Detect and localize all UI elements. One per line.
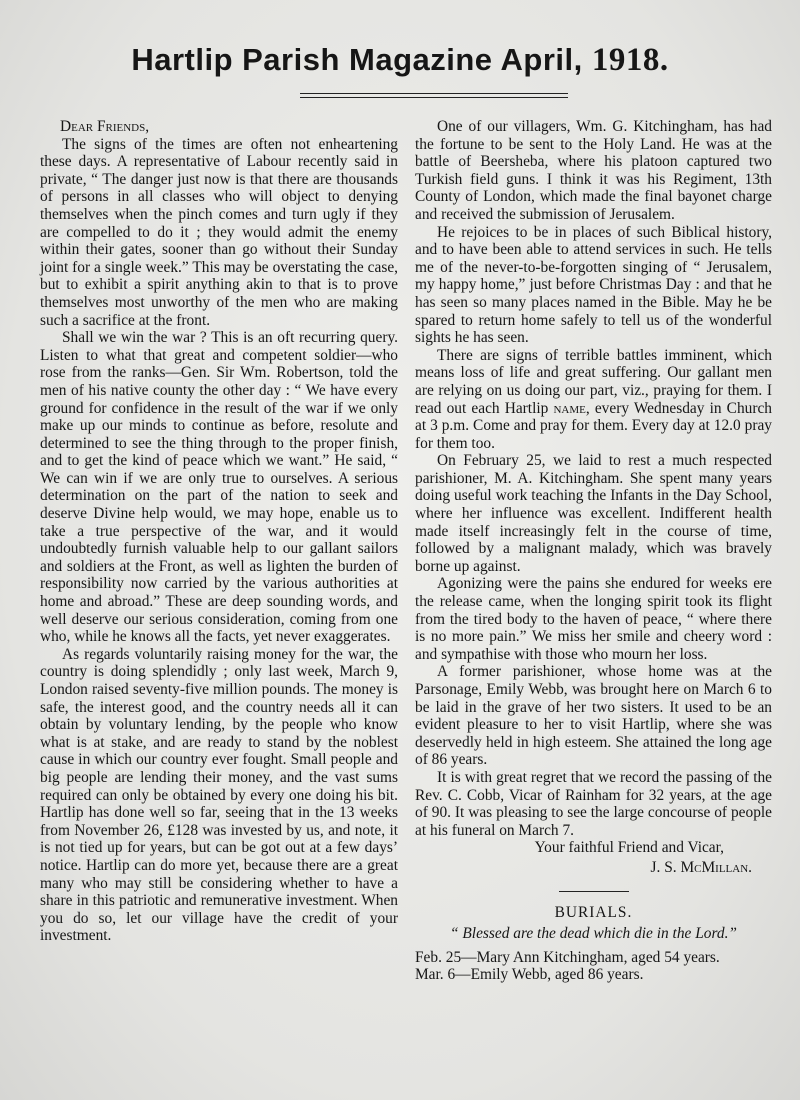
issue-month: April,: [500, 42, 583, 77]
magazine-title: Hartlip Parish Magazine: [131, 42, 493, 77]
header-rule-bottom: [300, 97, 568, 98]
closing-line: Your faithful Friend and Vicar,: [534, 839, 724, 857]
paragraph-signs-of-times: The signs of the times are often not enheartening these days. A representative of Labour recently said in private, “ The danger just now is that there are thousands of persons in all classes who will object to denying themselves when the pinch comes and turn ugly if they are compelled to do it ; they would admit the enemy within their gates, sooner than go without their Sunday joint for a single week.” This may be overstating the case, but to exhibit a spirit anything akin to that is to prove themselves most unworthy of the men who are making such a sacrifice at the front.: [40, 135, 398, 329]
paragraph-kitchingham-funeral: On February 25, we laid to rest a much respected parishioner, M. A. Kitchingham. She spent many years doing useful work teaching the Infants in the Day School, where her influence was excellent. Indifferent health made itself increasingly felt in the course of time, followed by a malignant malady, which was bravely borne up against.: [415, 452, 772, 575]
right-column: [415, 118, 772, 984]
burial-entry: Feb. 25—Mary Ann Kitchingham, aged 54 years.: [415, 948, 720, 966]
burials-quote: “ Blessed are the dead which die in the Lord.”: [450, 925, 737, 943]
paragraph-rev-cobb: It is with great regret that we record the passing of the Rev. C. Cobb, Vicar of Rainham for 32 years, at the age of 90. It was pleasing to see the large concourse of people at his funeral on March 7.: [415, 768, 772, 839]
signature: J. S. McMillan.: [650, 858, 752, 876]
paragraph-battles-imminent: [415, 347, 772, 453]
battles-text-b: , every Wednesday in Church at 3 p.m. Come and pray for them. Every day at 12.0 pray for them too.: [415, 399, 772, 452]
burials-heading: BURIALS.: [554, 903, 633, 921]
salutation: Dear Friends,: [60, 118, 150, 135]
paragraph-agonizing-pains: Agonizing were the pains she endured for weeks ere the release came, when the longing spirit took its flight from the tired body to the haven of peace, “ where there is no more pain.” We miss her smile and cheery word : and sympathise with those who mourn her loss.: [415, 575, 772, 663]
issue-year: 1918.: [591, 42, 669, 78]
left-column: [40, 118, 398, 945]
battles-text-a: There are signs of terrible battles imminent, which means loss of life and great suffering. Our gallant men are relying on us doing our part, viz., praying for them. I read out each Hartlip: [415, 346, 772, 417]
section-divider: [559, 891, 629, 892]
masthead: [0, 42, 800, 79]
burial-entry: Mar. 6—Emily Webb, aged 86 years.: [415, 966, 644, 984]
paragraph-biblical-history: He rejoices to be in places of such Biblical history, and to have been able to attend services in such. He tells me of the never-to-be-forgotten singing of “ Jerusalem, my happy home,” just before Christmas Day : and that he has seen so many places named in the Bible. May he be spared to return home safely to tell us of the wonderful sights he has seen.: [415, 223, 772, 347]
paragraph-war-savings: As regards voluntarily raising money for the war, the country is doing splendidly ; only last week, March 9, London raised seventy-five million pounds. The money is safe, the interest good, and the country needs all it can obtain by voluntary lending, by the people who know what is at stake, and are ready to stand by the noblest cause in which our country ever fought. Small people and big people are lending their money, and the vast sums required can only be obtained by every one doing his bit. Hartlip has done well so far, seeing that in the 13 weeks from November 26, £128 was invested by us, and note, it is not tied up for years, but can be got out at a few days’ notice. Hartlip can do more yet, because there are a great many who may still be considering whether to have a share in this patriotic and remunerative investment. When you do so, let our village have the credit of your investment.: [40, 645, 398, 945]
battles-name-word: name: [553, 399, 586, 417]
paragraph-win-the-war: Shall we win the war ? This is an oft recurring query. Listen to what that great and competent soldier—who rose from the ranks—Gen. Sir Wm. Robertson, told the men of his native county the other day : “ We have every ground for confidence in the result of the war if we only make up our minds to continue as before, resolute and determined to see the thing through to the proper finish, and to get the kind of peace which we want.” He said, “ We can win if we are only true to ourselves. A serious determination on the part of the nation to seek and deserve Divine help would, we may hope, enable us to take a true perspective of the war, and it would undoubtedly furnish valuable help to our gallant sailors and soldiers at the Front, as well as lighten the burden of responsibility now carried by the various authorities at home and abroad.” These are deep sounding words, and well deserve our serious consideration, coming from one who, while he knows all the facts, yet never exaggerates.: [40, 329, 398, 646]
header-rule-top: [300, 93, 568, 94]
paragraph-emily-webb: A former parishioner, whose home was at the Parsonage, Emily Webb, was brought here on March 6 to be laid in the grave of her two sisters. It used to be an evident pleasure to her to visit Hartlip, where she was deservedly held in high esteem. She attained the long age of 86 years.: [415, 663, 772, 769]
paragraph-holy-land: One of our villagers, Wm. G. Kitchingham, has had the fortune to be sent to the Holy Land. He was at the battle of Beersheba, where his platoon captured two Turkish field guns. I think it was his Regiment, 13th County of London, which made the final bayonet charge and received the submission of Jerusalem.: [415, 118, 772, 223]
